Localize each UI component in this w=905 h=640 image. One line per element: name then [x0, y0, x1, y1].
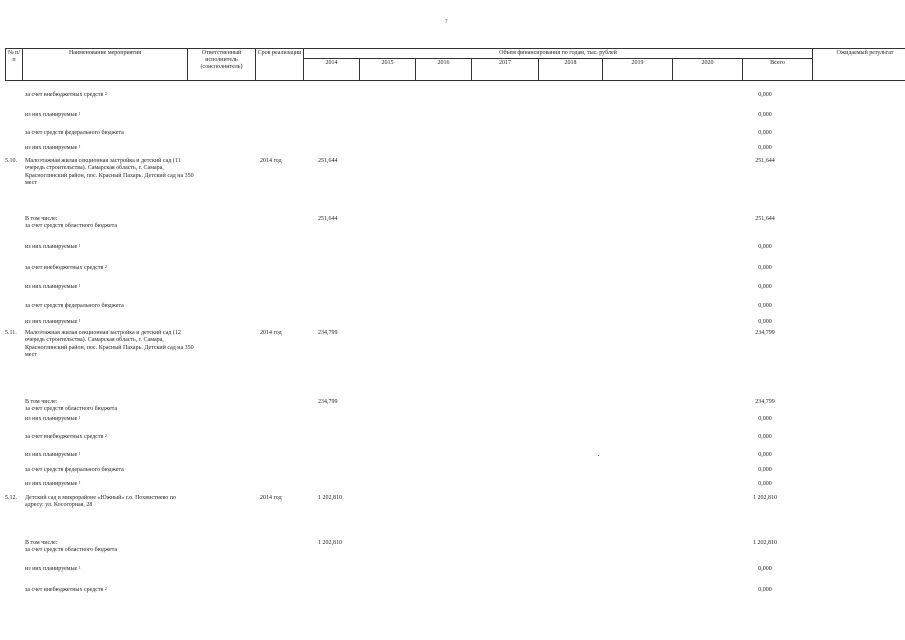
- row-value-total: 0,000: [758, 284, 772, 290]
- row-value-total: 0,000: [758, 416, 772, 422]
- header-funding: Объем финансирования по годам, тыс. рублей: [304, 49, 813, 59]
- header-year: 2016: [416, 59, 472, 81]
- row-value-total: 1 202,810: [753, 495, 777, 501]
- header-year: 2015: [360, 59, 416, 81]
- row-value-total: 0,000: [758, 265, 772, 271]
- header-no: № п/п: [6, 49, 23, 81]
- footnote-mark: 1: [78, 415, 81, 420]
- row-name: В том числе: за счет средств областного бюджета: [25, 399, 118, 413]
- row-name: В том числе: за счет средств областного бюджета: [25, 540, 118, 554]
- header-result: Ожидаемый результат: [813, 49, 905, 81]
- header-year: 2018: [539, 59, 603, 81]
- row-name: за счет внебюджетных средств $^2$: [25, 433, 107, 440]
- footnote-mark: 2: [104, 586, 107, 591]
- footnote-mark: 1: [78, 283, 81, 288]
- row-name: Детский сад в микрорайоне «Южный» г.о. Похвистнево по адресу: ул. Косогорная, 28: [25, 495, 176, 509]
- row-number: 5.12.: [5, 495, 17, 501]
- header-year: 2014: [304, 59, 360, 81]
- row-name: из них планируемые $^1$: [25, 318, 81, 325]
- table-header: [5, 48, 905, 81]
- row-value-total: 0,000: [758, 244, 772, 250]
- row-value-2014: 234,799: [318, 330, 338, 336]
- row-value-total: 234,799: [755, 399, 775, 405]
- row-term: 2014 год: [260, 330, 282, 336]
- row-name: из них планируемые $^1$: [25, 451, 81, 458]
- row-value-total: 0,000: [758, 112, 772, 118]
- header-term: Срок реализации: [256, 49, 304, 81]
- row-value-2014: 234,799: [318, 399, 338, 405]
- row-value-total: 0,000: [758, 145, 772, 151]
- header-year: 2020: [673, 59, 743, 81]
- row-value-total: 0,000: [758, 481, 772, 487]
- row-name: Малоэтажная жилая секционная застройка и детский сад (12 очередь строительства). Самарская область, г. Самара, Красноглинский район, пос. Красный Пахарь. Детский сад на 350 мест: [25, 330, 194, 358]
- row-value-total: 0,000: [758, 434, 772, 440]
- row-value-total: 1 202,810: [753, 540, 777, 546]
- footnote-mark: 2: [104, 433, 107, 438]
- header-total: Всего: [743, 59, 813, 81]
- row-value-2014: 1 202,810: [318, 495, 342, 501]
- row-value-2014: 251,644: [318, 216, 338, 222]
- row-value-total: 0,000: [758, 319, 772, 325]
- header-name: Наименование мероприятия: [23, 49, 188, 81]
- row-name: из них планируемые $^1$: [25, 111, 81, 118]
- row-name: за счет средств федерального бюджета: [25, 130, 124, 136]
- row-name: за счет внебюджетных средств $^2$: [25, 264, 107, 271]
- footnote-mark: 1: [78, 144, 81, 149]
- page-number: 7: [445, 20, 448, 25]
- row-name: из них планируемые $^1$: [25, 480, 81, 487]
- row-name: из них планируемые $^1$: [25, 415, 81, 422]
- footnote-mark: 1: [78, 243, 81, 248]
- row-value-total: 0,000: [758, 467, 772, 473]
- footnote-mark: 1: [78, 565, 81, 570]
- footnote-mark: 2: [104, 264, 107, 269]
- row-value-2014: 251,644: [318, 158, 338, 164]
- header-year: 2017: [472, 59, 539, 81]
- row-name: из них планируемые $^1$: [25, 283, 81, 290]
- row-value-2014: 1 202,810: [318, 540, 342, 546]
- row-name: за счет средств федерального бюджета: [25, 467, 124, 473]
- row-term: 2014 год: [260, 495, 282, 501]
- row-value-total: 0,000: [758, 303, 772, 309]
- row-number: 5.10.: [5, 158, 17, 164]
- row-name: из них планируемые $^1$: [25, 565, 81, 572]
- row-name: за счет внебюджетных средств $^2$: [25, 586, 107, 593]
- row-value-total: 251,644: [755, 158, 775, 164]
- row-value-total: 0,000: [758, 566, 772, 572]
- row-term: 2014 год: [260, 158, 282, 164]
- row-value-total: 251,644: [755, 216, 775, 222]
- row-value-total: 0,000: [758, 452, 772, 458]
- row-name: за счет средств федерального бюджета: [25, 303, 124, 309]
- footnote-mark: 1: [78, 318, 81, 323]
- row-name: из них планируемые $^1$: [25, 144, 81, 151]
- row-name: Малоэтажная жилая секционная застройка и детский сад (11 очередь строительства). Самарская область, г. Самара, Красноглинский район, пос. Красный Пахарь. Детский сад на 350 мест: [25, 158, 194, 186]
- row-name: за счет внебюджетных средств $^2$: [25, 91, 107, 98]
- footnote-mark: 1: [78, 111, 81, 116]
- row-name: из них планируемые $^1$: [25, 243, 81, 250]
- footnote-mark: 2: [104, 91, 107, 96]
- footnote-mark: 1: [78, 451, 81, 456]
- row-number: 5.11.: [5, 330, 17, 336]
- header-responsible: Ответственный исполнитель (соисполнитель): [188, 49, 256, 81]
- row-value-total: 0,000: [758, 130, 772, 136]
- scan-speck: [598, 455, 599, 456]
- header-year: 2019: [603, 59, 673, 81]
- row-name: В том числе: за счет средств областного бюджета: [25, 216, 118, 230]
- footnote-mark: 1: [78, 480, 81, 485]
- row-value-total: 234,799: [755, 330, 775, 336]
- row-value-total: 0,000: [758, 587, 772, 593]
- row-value-total: 0,000: [758, 92, 772, 98]
